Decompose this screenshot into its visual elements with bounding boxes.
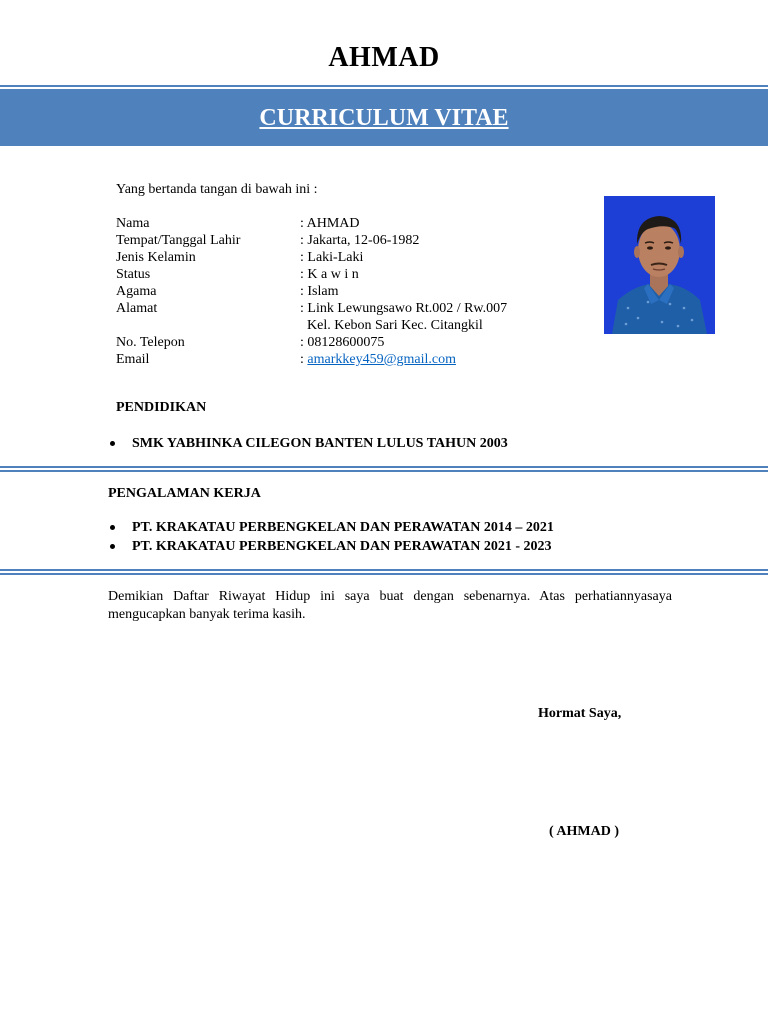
info-label: Jenis Kelamin xyxy=(116,250,196,265)
cv-title: CURRICULUM VITAE xyxy=(259,105,509,131)
info-label: Status xyxy=(116,267,151,282)
info-row-email xyxy=(116,351,507,368)
intro-text: Yang bertanda tangan di bawah ini : xyxy=(116,182,318,197)
signature-name: ( AHMAD ) xyxy=(549,824,619,839)
person-portrait-icon xyxy=(604,196,715,334)
info-label: Tempat/Tanggal Lahir xyxy=(116,233,241,248)
info-value: : Islam xyxy=(300,284,339,299)
personal-info xyxy=(116,215,507,368)
info-label: No. Telepon xyxy=(116,335,185,350)
info-value xyxy=(300,351,456,368)
info-label xyxy=(116,317,300,334)
info-value: : Laki-Laki xyxy=(300,250,364,265)
info-row-address-2 xyxy=(116,317,507,334)
info-row-phone xyxy=(116,334,507,351)
info-row-status xyxy=(116,266,507,283)
info-label: Alamat xyxy=(116,301,158,316)
info-row-gender xyxy=(116,249,507,266)
list-item: SMK YABHINKA CILEGON BANTEN LULUS TAHUN 2003 xyxy=(108,434,508,453)
info-row-address xyxy=(116,300,507,317)
section-divider xyxy=(0,569,768,576)
info-value: : AHMAD xyxy=(300,216,360,231)
info-value: : 08128600075 xyxy=(300,335,385,350)
info-label: Email xyxy=(116,352,150,367)
info-value: : Jakarta, 12-06-1982 xyxy=(300,233,420,248)
signature-greeting: Hormat Saya, xyxy=(538,706,622,721)
info-row-name xyxy=(116,215,507,232)
info-row-birth xyxy=(116,232,507,249)
info-label: Agama xyxy=(116,284,157,299)
info-value: : Link Lewungsawo Rt.002 / Rw.007 xyxy=(300,301,508,316)
profile-photo xyxy=(604,196,715,334)
info-label: Nama xyxy=(116,216,150,231)
email-link[interactable]: amarkkey459@gmail.com xyxy=(307,352,456,367)
info-row-religion xyxy=(116,283,507,300)
education-list xyxy=(108,434,508,453)
experience-heading: PENGALAMAN KERJA xyxy=(108,486,261,501)
section-divider xyxy=(0,466,768,473)
info-value: Kel. Kebon Sari Kec. Citangkil xyxy=(300,318,483,333)
info-value: : K a w i n xyxy=(300,267,359,282)
email-prefix: : xyxy=(300,352,308,367)
education-heading: PENDIDIKAN xyxy=(116,400,207,415)
closing-paragraph: Demikian Daftar Riwayat Hidup ini saya buat dengan sebenarnya. Atas perhatiannyasaya mengucapkan banyak terima kasih. xyxy=(108,589,672,622)
list-item: PT. KRAKATAU PERBENGKELAN DAN PERAWATAN 2014 – 2021 xyxy=(108,518,554,537)
list-item: PT. KRAKATAU PERBENGKELAN DAN PERAWATAN 2021 - 2023 xyxy=(108,537,554,556)
candidate-name: AHMAD xyxy=(328,42,440,73)
experience-list xyxy=(108,518,554,556)
